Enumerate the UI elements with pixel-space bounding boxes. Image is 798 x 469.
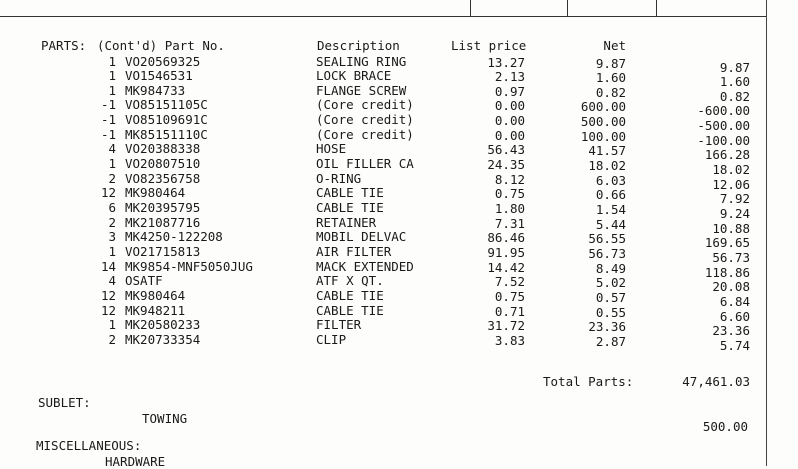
net-cell: 0.55 (595, 304, 626, 320)
sublet-heading: SUBLET: (38, 395, 91, 410)
description-cell: (Core credit) (316, 112, 414, 128)
qty-cell: 12 (100, 185, 116, 201)
list-price-column-header: List price (451, 38, 527, 53)
line-total-cell: 20.08 (712, 279, 750, 295)
qty-cell: 2 (108, 331, 116, 347)
description-cell: ATF X QT. (316, 273, 384, 289)
net-cell: 0.57 (595, 289, 626, 305)
list-price-cell: 0.75 (494, 288, 525, 304)
qty-cell: 14 (100, 258, 116, 274)
qty-cell: 1 (108, 82, 116, 98)
description-cell: LOCK BRACE (316, 68, 392, 84)
description-cell: FLANGE SCREW (316, 82, 407, 98)
part-no-cell: VO21715813 (125, 243, 201, 259)
list-price-cell: 91.95 (487, 244, 525, 260)
description-cell: OIL FILLER CA (316, 156, 414, 172)
part-no-cell: VO85151105C (125, 97, 208, 113)
net-cell: 5.02 (595, 275, 626, 291)
description-cell: MOBIL DELVAC (316, 229, 407, 245)
list-price-cell: 3.83 (494, 332, 525, 348)
description-cell: (Core credit) (316, 126, 414, 142)
miscellaneous-item: HARDWARE (105, 454, 166, 469)
list-price-cell: 14.42 (487, 259, 525, 275)
list-price-cell: 8.12 (494, 171, 525, 187)
list-price-cell: 2.13 (494, 69, 525, 85)
header-divider (656, 0, 657, 16)
part-no-cell: VO20807510 (125, 156, 201, 172)
net-cell: 500.00 (580, 114, 626, 130)
part-no-cell: MK980464 (125, 185, 186, 201)
list-price-cell: 0.00 (494, 98, 525, 114)
description-cell: FILTER (316, 317, 362, 333)
part-no-cell: MK980464 (125, 287, 186, 303)
line-total-cell: 7.92 (719, 191, 750, 207)
description-cell: (Core credit) (316, 97, 414, 113)
net-column-header: Net (603, 38, 626, 53)
qty-cell: -1 (100, 126, 116, 142)
net-cell: 23.36 (588, 319, 626, 335)
qty-cell: 12 (100, 302, 116, 318)
description-cell: CABLE TIE (316, 185, 384, 201)
line-total-cell: 9.24 (719, 206, 750, 221)
qty-cell: 1 (108, 243, 116, 259)
net-cell: 5.44 (595, 216, 626, 232)
part-no-cell: MK20733354 (125, 331, 201, 347)
description-cell: CABLE TIE (316, 200, 384, 215)
list-price-cell: 31.72 (487, 318, 525, 334)
part-no-cell: MK4250-122208 (125, 229, 223, 245)
description-cell: MACK EXTENDED (316, 258, 414, 274)
qty-cell: 1 (108, 156, 116, 172)
header-divider (470, 0, 471, 16)
sublet-amount: 500.00 (702, 419, 748, 434)
line-total-cell: 10.88 (712, 220, 750, 236)
part-no-cell: MK9854-MNF5050JUG (125, 258, 253, 274)
net-cell: 0.82 (595, 84, 626, 100)
net-cell: 600.00 (580, 99, 626, 115)
part-no-cell: VO20569325 (125, 53, 201, 69)
miscellaneous-heading: MISCELLANEOUS: (36, 438, 142, 453)
description-cell: O-RING (316, 170, 362, 186)
net-cell: 1.60 (595, 70, 626, 86)
net-cell: 18.02 (588, 158, 626, 174)
list-price-cell: 24.35 (487, 157, 525, 173)
net-cell: 2.87 (595, 333, 626, 349)
parts-heading: PARTS: (41, 38, 87, 53)
list-price-cell: 86.46 (487, 230, 525, 246)
qty-cell: 1 (108, 317, 116, 333)
part-no-column-header: (Cont'd) Part No. (97, 38, 225, 53)
qty-cell: 3 (108, 229, 116, 245)
qty-cell: 6 (108, 200, 116, 215)
description-cell: AIR FILTER (316, 243, 392, 259)
list-price-cell: 56.43 (487, 142, 525, 158)
part-no-cell: MK20395795 (125, 200, 201, 215)
qty-cell: 1 (108, 53, 116, 69)
qty-cell: -1 (100, 97, 116, 113)
qty-cell: -1 (100, 112, 116, 128)
net-cell: 100.00 (580, 128, 626, 144)
net-cell: 56.73 (588, 245, 626, 261)
description-cell: SEALING RING (316, 53, 407, 69)
part-no-cell: MK85151110C (125, 126, 208, 142)
description-cell: RETAINER (316, 214, 377, 230)
part-no-cell: MK20580233 (125, 317, 201, 333)
line-total-cell: -500.00 (697, 118, 750, 134)
part-no-cell: VO82356758 (125, 170, 201, 186)
list-price-cell: 7.52 (494, 274, 525, 290)
list-price-cell: 0.97 (494, 83, 525, 99)
line-total-cell: 1.60 (719, 74, 750, 90)
part-no-cell: MK948211 (125, 302, 186, 318)
total-parts-label: Total Parts: (543, 374, 634, 389)
description-cell: CABLE TIE (316, 287, 384, 303)
line-total-cell: 56.73 (712, 249, 750, 265)
list-price-cell: 0.71 (494, 303, 525, 319)
header-divider (567, 0, 568, 16)
header-table-border (0, 0, 766, 17)
line-total-cell: 12.06 (712, 176, 750, 192)
qty-cell: 4 (108, 273, 116, 289)
line-total-cell: 6.84 (719, 293, 750, 309)
line-total-cell: 166.28 (704, 147, 750, 163)
part-no-cell: OSATF (125, 273, 163, 289)
line-total-cell: -100.00 (697, 132, 750, 148)
description-cell: HOSE (316, 141, 347, 157)
line-total-cell: 169.65 (704, 235, 750, 251)
line-total-cell: -600.00 (697, 103, 750, 119)
line-total-cell: 23.36 (712, 323, 750, 339)
description-cell: CLIP (316, 331, 347, 347)
qty-cell: 2 (108, 170, 116, 186)
line-total-cell: 0.82 (719, 88, 750, 104)
list-price-cell: 0.00 (494, 127, 525, 143)
line-total-cell: 6.60 (719, 308, 750, 324)
line-total-cell: 18.02 (712, 162, 750, 178)
list-price-cell: 0.75 (494, 186, 525, 202)
right-border (766, 0, 767, 466)
list-price-cell: 0.00 (494, 113, 525, 129)
part-no-cell: MK21087716 (125, 214, 201, 230)
part-no-cell: MK984733 (125, 82, 186, 98)
list-price-cell: 1.80 (494, 201, 525, 216)
description-cell: CABLE TIE (316, 302, 384, 318)
qty-cell: 2 (108, 214, 116, 230)
qty-cell: 12 (100, 287, 116, 303)
net-cell: 6.03 (595, 172, 626, 188)
qty-cell: 1 (108, 68, 116, 84)
net-cell: 1.54 (595, 202, 626, 217)
net-cell: 9.87 (595, 55, 626, 71)
list-price-cell: 7.31 (494, 215, 525, 231)
line-total-cell: 118.86 (704, 264, 750, 280)
part-no-cell: VO85109691C (125, 112, 208, 128)
qty-cell: 4 (108, 141, 116, 157)
description-column-header: Description (317, 38, 400, 53)
total-parts-value: 47,461.03 (682, 374, 750, 389)
line-total-cell: 9.87 (719, 59, 750, 75)
sublet-item: TOWING (142, 411, 188, 426)
list-price-cell: 13.27 (487, 54, 525, 70)
line-total-cell: 5.74 (719, 337, 750, 353)
net-cell: 0.66 (595, 187, 626, 203)
net-cell: 8.49 (595, 260, 626, 276)
part-no-cell: VO1546531 (125, 68, 193, 84)
part-no-cell: VO20388338 (125, 141, 201, 157)
net-cell: 41.57 (588, 143, 626, 159)
net-cell: 56.55 (588, 231, 626, 247)
